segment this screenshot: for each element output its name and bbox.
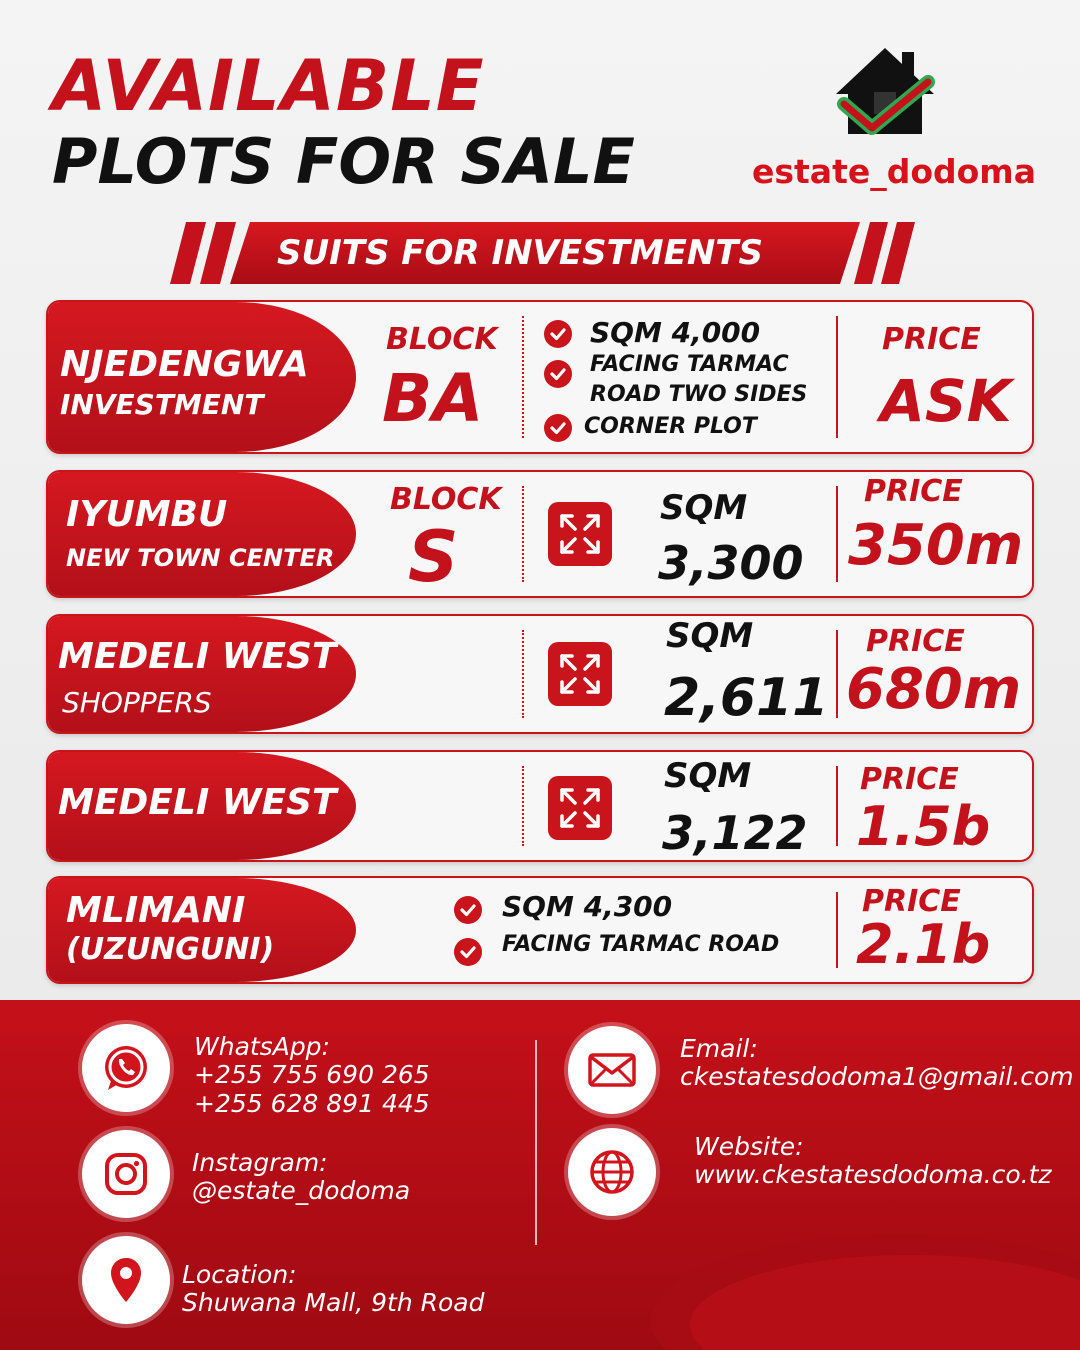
- instagram-handle[interactable]: @estate_dodoma: [192, 1176, 411, 1205]
- listing-card-iyumbu: [46, 470, 1034, 598]
- whatsapp-number-2[interactable]: +255 628 891 445: [194, 1089, 430, 1118]
- email-label: Email:: [680, 1034, 758, 1063]
- location-name: IYUMBU: [66, 494, 228, 535]
- footer-decor-ellipse: [640, 1210, 1080, 1350]
- divider: [836, 486, 838, 582]
- block-label: BLOCK: [390, 482, 502, 517]
- expand-arrows-icon: [548, 642, 612, 706]
- footer-divider: [535, 1040, 537, 1245]
- location-name: MEDELI WEST: [58, 782, 337, 823]
- house-check-logo-icon: [830, 42, 940, 142]
- block-label: BLOCK: [386, 322, 498, 357]
- email-icon[interactable]: [568, 1026, 656, 1114]
- location-subtitle: INVESTMENT: [60, 388, 264, 421]
- divider: [522, 486, 524, 582]
- title-plots-for-sale: PLOTS FOR SALE: [52, 125, 635, 198]
- location-address: Shuwana Mall, 9th Road: [182, 1288, 485, 1317]
- expand-arrows-icon: [548, 776, 612, 840]
- divider: [836, 630, 838, 718]
- price-label: PRICE: [862, 884, 961, 919]
- sqm-label: SQM: [666, 616, 754, 656]
- price-label: PRICE: [866, 624, 965, 659]
- listing-location-panel: [48, 472, 356, 596]
- location-subtitle: SHOPPERS: [62, 686, 212, 719]
- divider: [836, 892, 838, 968]
- check-icon: [454, 896, 482, 924]
- divider: [522, 766, 524, 846]
- price-label: PRICE: [882, 322, 981, 357]
- feature-text: SQM 4,000: [590, 316, 761, 349]
- price-label: PRICE: [860, 762, 959, 797]
- location-pin-icon: [82, 1236, 170, 1324]
- listing-card-mlimani: [46, 876, 1034, 984]
- listing-location-panel: [48, 878, 356, 982]
- price-value: 350m: [848, 513, 1024, 578]
- banner-text: SUITS FOR INVESTMENTS: [277, 233, 763, 273]
- listing-location-panel: [48, 302, 356, 452]
- divider: [522, 316, 524, 438]
- price-value: ASK: [880, 367, 1012, 435]
- website-url[interactable]: www.ckestatesdodoma.co.tz: [694, 1160, 1052, 1189]
- sqm-value: 3,122: [662, 806, 808, 860]
- check-icon: [454, 938, 482, 966]
- block-value: BA: [382, 360, 484, 437]
- divider: [836, 766, 838, 846]
- location-name: NJEDENGWA: [60, 344, 309, 385]
- instagram-label: Instagram:: [192, 1148, 328, 1177]
- instagram-icon[interactable]: [82, 1130, 170, 1218]
- feature-text: FACING TARMAC ROAD: [502, 932, 780, 957]
- listing-location-panel: [48, 616, 356, 732]
- location-name: MEDELI WEST: [58, 636, 337, 677]
- location-name: MLIMANI: [66, 890, 246, 931]
- expand-arrows-icon: [548, 502, 612, 566]
- footer-wave: [0, 995, 1080, 1035]
- whatsapp-label: WhatsApp:: [194, 1032, 330, 1061]
- feature-text: FACING TARMAC: [590, 352, 789, 377]
- whatsapp-number-1[interactable]: +255 755 690 265: [194, 1060, 430, 1089]
- price-label: PRICE: [864, 474, 963, 509]
- location-subtitle: NEW TOWN CENTER: [66, 544, 335, 572]
- price-value: 680m: [846, 657, 1022, 722]
- listing-card-medeli-west-shoppers: [46, 614, 1034, 734]
- price-value: 2.1b: [856, 913, 991, 976]
- block-value: S: [408, 516, 459, 598]
- listing-location-panel: [48, 752, 356, 860]
- feature-text: CORNER PLOT: [584, 414, 757, 439]
- feature-text: SQM 4,300: [502, 890, 673, 923]
- feature-text: ROAD TWO SIDES: [590, 382, 808, 407]
- sqm-value: 2,611: [664, 668, 829, 728]
- sqm-label: SQM: [660, 488, 748, 528]
- title-available: AVAILABLE: [52, 45, 485, 127]
- globe-icon[interactable]: [568, 1128, 656, 1216]
- listing-card-njedengwa: [46, 300, 1034, 454]
- check-icon: [544, 320, 572, 348]
- check-icon: [544, 414, 572, 442]
- sqm-value: 3,300: [658, 536, 804, 590]
- location-subtitle: (UZUNGUNI): [66, 932, 275, 967]
- listing-card-medeli-west: [46, 750, 1034, 862]
- website-label: Website:: [694, 1132, 804, 1161]
- sqm-label: SQM: [664, 756, 752, 796]
- whatsapp-icon[interactable]: [82, 1024, 170, 1112]
- location-label: Location:: [182, 1260, 297, 1289]
- divider: [836, 316, 838, 438]
- price-value: 1.5b: [856, 795, 991, 858]
- email-address[interactable]: ckestatesdodoma1@gmail.com: [680, 1062, 1074, 1091]
- divider: [522, 630, 524, 718]
- brand-name: estate_dodoma: [752, 152, 1036, 191]
- check-icon: [544, 360, 572, 388]
